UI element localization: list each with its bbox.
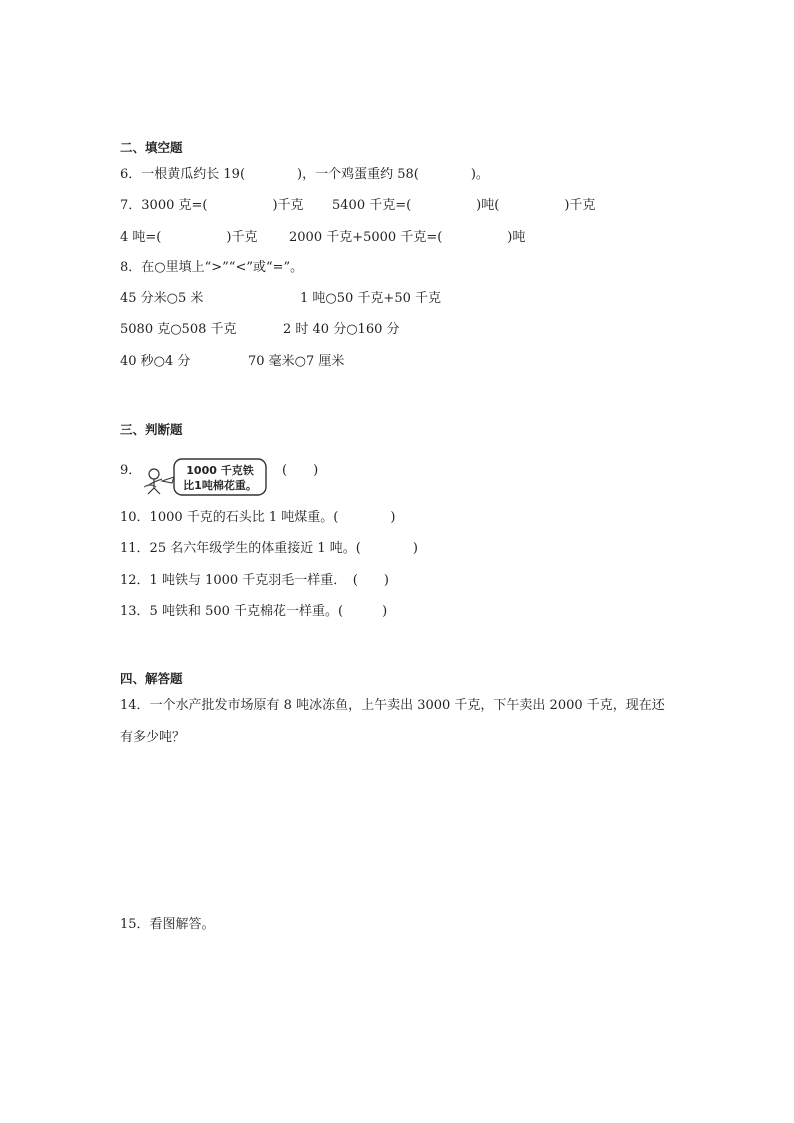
section-heading-judge: 三、判断题 (120, 422, 183, 437)
bubble-text-line-2: 比1吨棉花重。 (183, 479, 257, 492)
section-heading-fill: 二、填空题 (120, 140, 183, 155)
question-15: 15．看图解答。 (120, 917, 215, 932)
question-12: 12．1 吨铁与 1000 千克羽毛一样重． ( ) (120, 573, 389, 588)
question-8-item: 1 吨○50 千克+50 千克 (300, 291, 441, 306)
question-9-number: 9． (120, 463, 142, 478)
question-8-item: 70 毫米○7 厘米 (248, 354, 345, 369)
question-14-line-1: 14．一个水产批发市场原有 8 吨冰冻鱼，上午卖出 3000 千克，下午卖出 2000 千克，现在还 (120, 698, 665, 713)
question-8-prompt: 8．在○里填上“>”“<”或“=”。 (120, 260, 304, 275)
question-7-part-4: 2000 千克+5000 千克=( )吨 (289, 230, 526, 245)
section-heading-solve: 四、解答题 (120, 671, 183, 686)
question-10: 10．1000 千克的石头比 1 吨煤重。( ) (120, 510, 396, 525)
question-11: 11．25 名六年级学生的体重接近 1 吨。( ) (120, 541, 418, 556)
question-8-item: 45 分米○5 米 (120, 291, 204, 306)
question-6: 6．一根黄瓜约长 19( )，一个鸡蛋重约 58( )。 (120, 167, 489, 182)
question-7-part-1: 7．3000 克=( )千克 (120, 198, 304, 213)
question-8-item: 2 时 40 分○160 分 (283, 322, 400, 337)
question-14-line-2: 有多少吨？ (120, 730, 186, 745)
question-7-part-3: 4 吨=( )千克 (120, 230, 258, 245)
question-7-part-2: 5400 千克=( )吨( )千克 (332, 198, 596, 213)
question-9-answer-paren: ( ) (282, 463, 319, 478)
question-13: 13．5 吨铁和 500 千克棉花一样重。( ) (120, 604, 388, 619)
question-8-item: 40 秒○4 分 (120, 354, 191, 369)
bubble-text-line-1: 1000 千克铁 (186, 464, 254, 477)
question-8-item: 5080 克○508 千克 (120, 322, 237, 337)
cartoon-speech-illustration (138, 457, 268, 497)
